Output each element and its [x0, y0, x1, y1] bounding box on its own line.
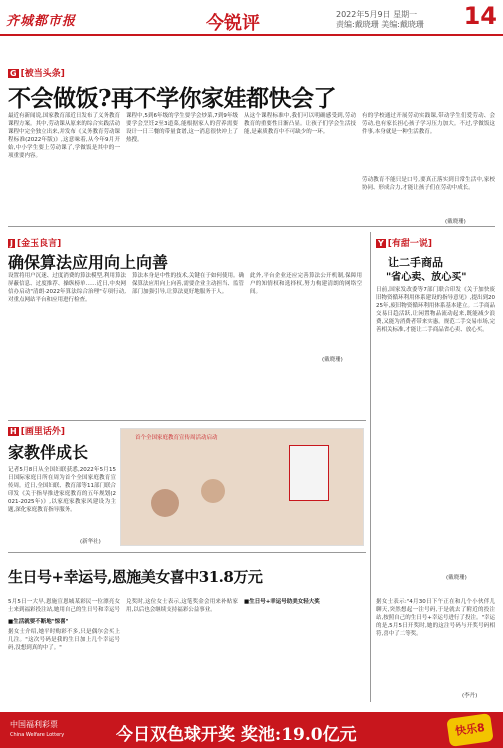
family-education-photo	[120, 428, 364, 546]
lead-byline: (戴晓珊)	[445, 219, 466, 225]
lottery-headline: 生日号+幸运号,恩施美女喜中31.8万元	[8, 568, 263, 586]
lead-body-col4: 有的学校通过开展劳动实践课,带动学生们爱劳动、会劳动,也有家长担心孩子学习压力加大。不过,学做饭这件事,本身就是一种生活教育。	[362, 113, 495, 135]
side-column-tag: Y [有甜一说]	[378, 239, 433, 249]
banner-slogan: 今日双色球开奖 奖池:19.0亿元	[116, 725, 357, 745]
y-badge-icon: Y	[378, 239, 384, 248]
lottery-body-col2: 据女士介绍,她平时购彩不多,只是偶尔会买上几注。"这次号码是我的生日加上几个幸运号码,没想到真的中了。"	[8, 629, 120, 651]
lead-divider	[8, 226, 495, 227]
lead-body-col2: 课程中,5到6年级的学生要学会炒菜,7到9年级要学会烹饪2至3道菜,能根据家人的营养需要设计一日三餐的带量食谱,这一消息很快冲上了热搜。	[126, 113, 238, 143]
welfare-lottery-logo: 中国福利彩票 China Welfare Lottery	[10, 720, 65, 738]
lottery-subhead-2: ■生日号+幸运号助美女轻大奖	[244, 599, 320, 605]
newspaper-logo: 齐城都市报	[6, 14, 77, 29]
section-title: 今锐评	[206, 13, 260, 34]
lottery-body-col3: 兑奖时,这位女士表示,这笔奖金会用来补贴家用,以后也会继续支持福彩公益事业。	[126, 599, 238, 613]
side-column-divider	[370, 232, 371, 702]
page-number: 14	[463, 2, 497, 30]
person-icon	[151, 489, 179, 517]
lottery-banner	[0, 712, 503, 748]
child-icon	[201, 479, 225, 503]
algo-byline: (戴晓珊)	[322, 357, 343, 363]
reading-byline: (新华社)	[80, 539, 101, 545]
g-badge-icon: G	[10, 69, 17, 78]
algo-body-col2: 算法本身是中性的技术,关键在于如何使用。确保算法应用向上向善,需要企业主动担当、监管部门加强引导,让算法更好地服务于人。	[132, 273, 244, 295]
algo-body-col1: 设置将用户沉迷、过度消费的算法模型,利用算法屏蔽信息、过度推荐、操纵榜单……近日,中央网信办启动"清朗·2022年算法综合治理"专项行动,对重点网站平台和应用进行检查。	[8, 273, 126, 303]
page-header	[0, 0, 503, 40]
dateline	[336, 10, 456, 30]
lead-column-tag: G [被当头条]	[10, 69, 65, 79]
header-rule	[0, 34, 503, 36]
h-badge-icon: H	[10, 427, 17, 436]
lead-headline: 不会做饭?再不学你家娃都快会了	[8, 85, 336, 112]
book-icon	[289, 445, 329, 501]
reading-column-tag: H [画里话外]	[10, 427, 65, 437]
algo-body-col3: 此外,平台企业还应完善算法公开机制,保障用户的知情权和选择权,努力构建清朗的网络空间。	[250, 273, 362, 295]
side-headline: 让二手商品	[388, 256, 443, 269]
reading-divider	[8, 420, 366, 421]
photo-caption: 首个全国家庭教育宣传周活动启动	[135, 435, 218, 441]
side-byline: (戴晓珊)	[446, 575, 467, 581]
reading-headline: 家教伴成长	[8, 443, 89, 462]
lottery-subhead-1: ■生活就要不断地"惊喜"	[8, 619, 69, 625]
lottery-byline: (李丹)	[462, 693, 478, 699]
lead-body-col1: 最近有新闻说,国家教育部近日发布了义务教育课程方案。其中,劳动课从原来的综合实践活动课程中完全独立出来,并发布《义务教育劳动课程标准(2022年版)》,这意味着,从今年9月开始,中小学生要上劳动课了,学做饭是其中的一项重要内容。	[8, 113, 120, 159]
editor-credit: 责编:戴晓珊 美编:戴晓珊	[336, 20, 424, 29]
lottery-body-col1: 5月5日一大早,恩施宣恩城某彩民一位漂亮女士来到福彩投注站,她用自己的生日号和幸运号	[8, 599, 120, 613]
side-subhead: "省心卖、放心买"	[386, 272, 467, 283]
algo-column-tag: J [金玉良言]	[10, 239, 62, 249]
lottery-side-body: 据女士表示:"4月30日下午正在和几个小伙伴儿聊天,突然想起一注号码,于是就去了附近的投注站,按照自己的生日号+幸运号进行了投注。"幸运的是,5月5日开奖时,她的这注号码与开奖号码相符,喜中了二等奖。	[376, 599, 495, 637]
happy8-badge: 快乐8	[446, 713, 493, 747]
algo-headline: 确保算法应用向上向善	[8, 253, 169, 272]
issue-date: 2022年5月9日 星期一	[336, 10, 418, 19]
j-badge-icon: J	[10, 239, 13, 248]
lottery-divider	[8, 552, 366, 553]
side-body: 日前,国家发改委等7部门联合印发《关于加快废旧物资循环利用体系建设的指导意见》,提出到2025年,废旧物资循环利用体系基本建立。二手商品交易日趋活跃,让闲置物品流动起来,既能减少浪费,又能为消费者带来实惠。规范二手交易市场,完善相关标准,才能让二手商品省心卖、放心买。	[376, 287, 495, 333]
lead-body-col5: 劳动教育不能只是口号,要真正落实到日常生活中,家校协同、形成合力,才能让孩子们在劳动中成长。	[362, 177, 495, 191]
lead-body-col3: 从这个课程标准中,我们可以明确感受到,劳动教育的重要性日渐凸显。让孩子们学会生活技能,是素质教育中不可缺少的一环。	[244, 113, 356, 135]
reading-body: 记者5月8日从全国妇联获悉,2022年5月15日国际家庭日所在周为首个全国家庭教育宣传周。近日,全国妇联、教育部等11部门联合印发《关于指导推进家庭教育的五年规划(2021-2025年)》,以家庭家教家风建设为主题,深化家庭教育指导服务。	[8, 467, 116, 513]
